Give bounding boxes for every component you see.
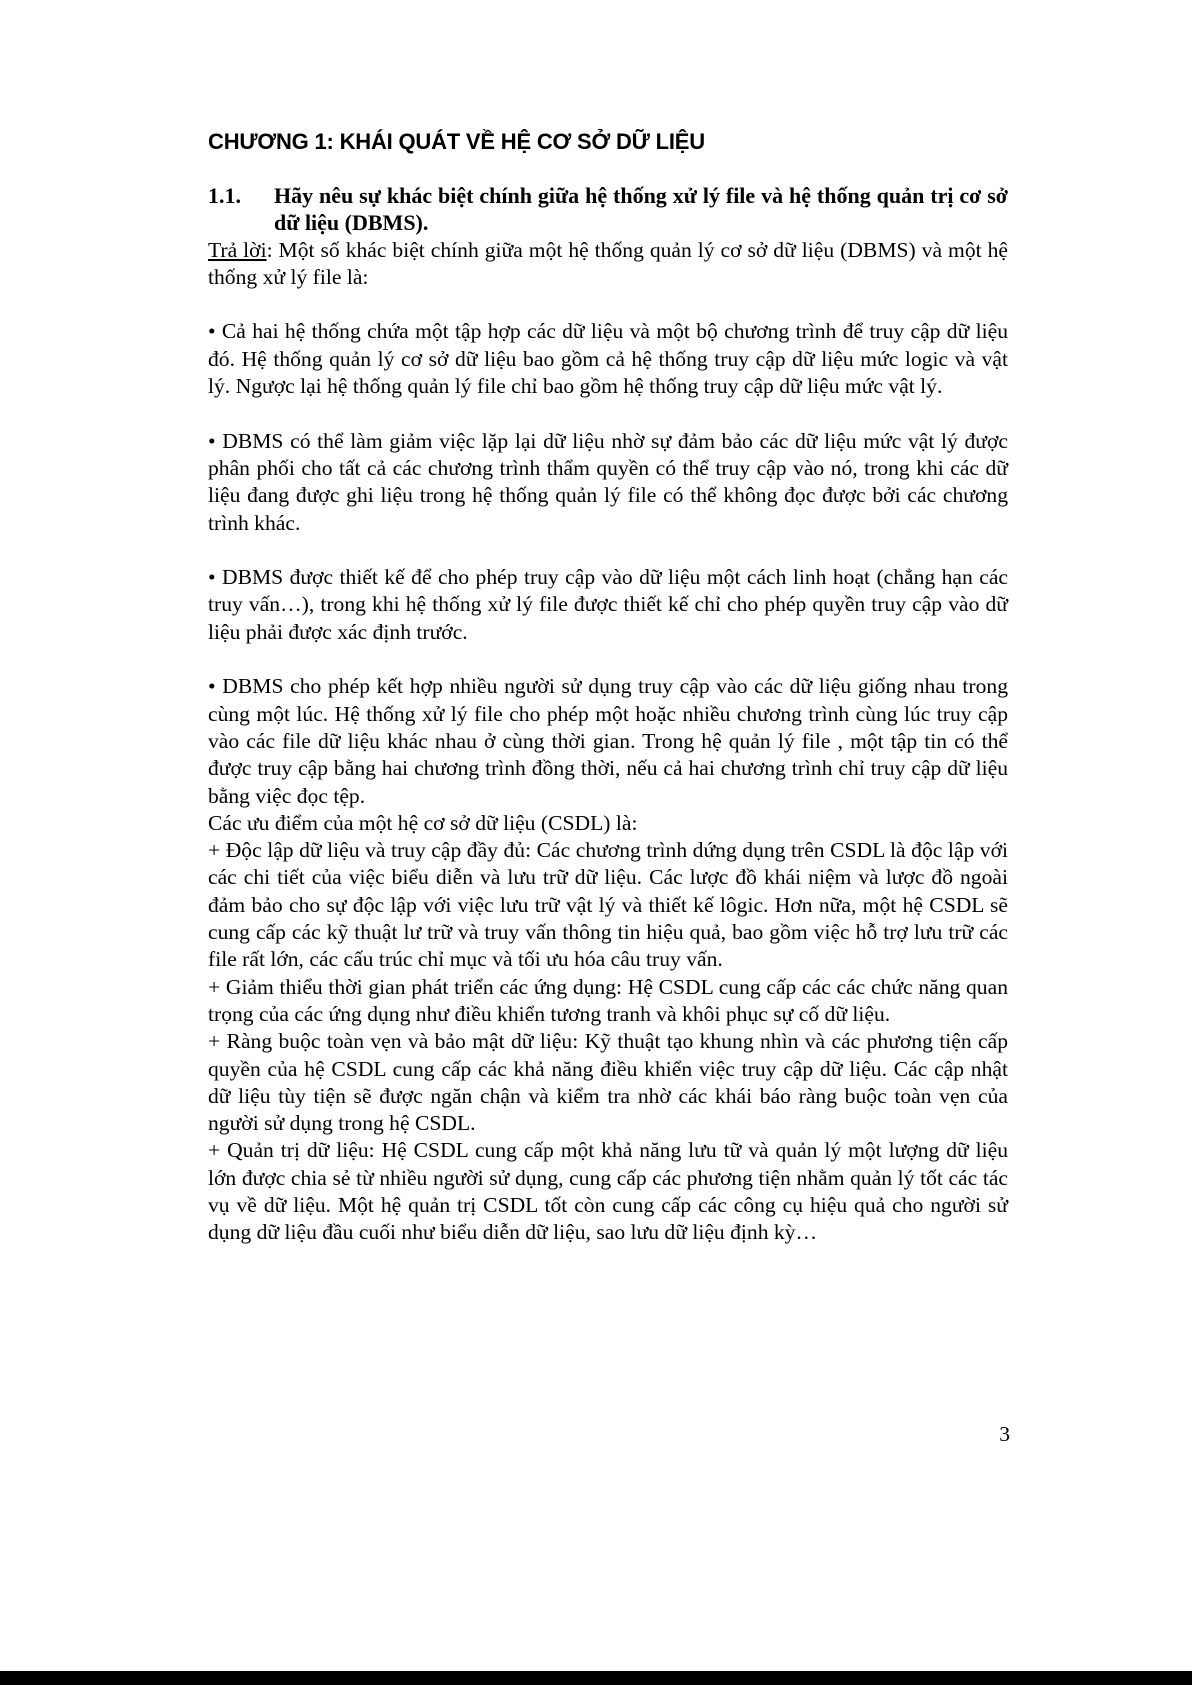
- question-number: 1.1.: [208, 183, 241, 208]
- answer-bullet: • Cả hai hệ thống chứa một tập hợp các dữ liệu và một bộ chương trình để truy cập dữ liệu đó. Hệ thống quản lý cơ sở dữ liệu bao gồm cả hệ thống truy cập dữ liệu mức logic và vật lý. Ngược lại hệ thống quản lý file chỉ bao gồm hệ thống truy cập dữ liệu mức vật lý.: [208, 319, 1008, 399]
- answer-bullet: • DBMS cho phép kết hợp nhiều người sử dụng truy cập vào các dữ liệu giống nhau trong cùng một lúc. Hệ thống xử lý file cho phép một hoặc nhiều chương trình cùng lúc truy cập vào các file dữ liệu khác nhau ở cùng thời gian. Trong hệ quản lý file , một tập tin có thể được truy cập bằng hai chương trình đồng thời, nếu cả hai chương trình chỉ truy cập dữ liệu bằng việc đọc tệp.: [208, 674, 1008, 808]
- answer-intro-text: : Một số khác biệt chính giữa một hệ thống quản lý cơ sở dữ liệu (DBMS) và một hệ thống xử lý file là:: [208, 237, 1008, 289]
- bottom-edge-bar: [0, 1671, 1192, 1685]
- paragraph-gap: [208, 537, 1008, 564]
- page-number: 3: [999, 1422, 1010, 1446]
- chapter-title: CHƯƠNG 1: KHÁI QUÁT VỀ HỆ CƠ SỞ DỮ LIỆU: [208, 129, 705, 154]
- answer-label: Trả lời: [208, 237, 267, 262]
- advantage-item: + Độc lập dữ liệu và truy cập đầy đủ: Các chương trình dứng dụng trên CSDL là độc lập với các chi tiết của việc biểu diễn và lưu trữ dữ liệu. Các lược đồ khái niệm và lược đồ ngoài đảm bảo cho sự độc lập với việc lưu trữ vật lý và thiết kế lôgic. Hơn nữa, một hệ CSDL sẽ cung cấp các kỹ thuật lư trữ và truy vấn thông tin hiệu quả, bao gồm việc hỗ trợ lưu trữ các file rất lớn, các cấu trúc chỉ mục và tối ưu hóa câu truy vấn.: [208, 838, 1008, 972]
- answer-intro: [208, 237, 1008, 292]
- answer-bullet: • DBMS được thiết kế để cho phép truy cập vào dữ liệu một cách linh hoạt (chẳng hạn các truy vấn…), trong khi hệ thống xử lý file được thiết kế chỉ cho phép quyền truy cập vào dữ liệu phải được xác định trước.: [208, 565, 1008, 644]
- page-content: [208, 128, 1008, 1247]
- question-heading: [208, 182, 1008, 237]
- paragraph-gap: [208, 400, 1008, 427]
- question-text: Hãy nêu sự khác biệt chính giữa hệ thống xử lý file và hệ thống quản trị cơ sở dữ liệu (DBMS).: [274, 183, 1008, 236]
- paragraph-gap: [208, 291, 1008, 318]
- answer-bullet: • DBMS có thể làm giảm việc lặp lại dữ liệu nhờ sự đảm bảo các dữ liệu mức vật lý được phân phối cho tất cả các chương trình thẩm quyền có thể truy cập vào nó, trong khi các dữ liệu đang được ghi liệu trong hệ thống quản lý file có thể không đọc được bởi các chương trình khác.: [208, 428, 1008, 535]
- advantage-item: + Giảm thiểu thời gian phát triển các ứng dụng: Hệ CSDL cung cấp các các chức năng quan trọng của các ứng dụng như điều khiển tương tranh và khôi phục sự cố dữ liệu.: [208, 974, 1008, 1026]
- paragraph-gap: [208, 646, 1008, 673]
- advantage-item: + Ràng buộc toàn vẹn và bảo mật dữ liệu: Kỹ thuật tạo khung nhìn và các phương tiện cấp quyền của hệ CSDL cung cấp các khả năng điều khiển việc truy cập dữ liệu. Các cập nhật dữ liệu tùy tiện sẽ được ngăn chận và kiểm tra nhờ các khái báo ràng buộc toàn vẹn của người sử dụng trong hệ CSDL.: [208, 1029, 1008, 1136]
- advantage-item: + Quản trị dữ liệu: Hệ CSDL cung cấp một khả năng lưu tữ và quản lý một lượng dữ liệu lớn được chia sẻ từ nhiều người sử dụng, cung cấp các phương tiện nhằm quản lý tốt các tác vụ về dữ liệu. Một hệ quản trị CSDL tốt còn cung cấp các công cụ hiệu quả cho người sử dụng dữ liệu đầu cuối như biểu diễn dữ liệu, sao lưu dữ liệu định kỳ…: [208, 1138, 1008, 1245]
- advantages-intro: Các ưu điểm của một hệ cơ sở dữ liệu (CSDL) là:: [208, 810, 638, 835]
